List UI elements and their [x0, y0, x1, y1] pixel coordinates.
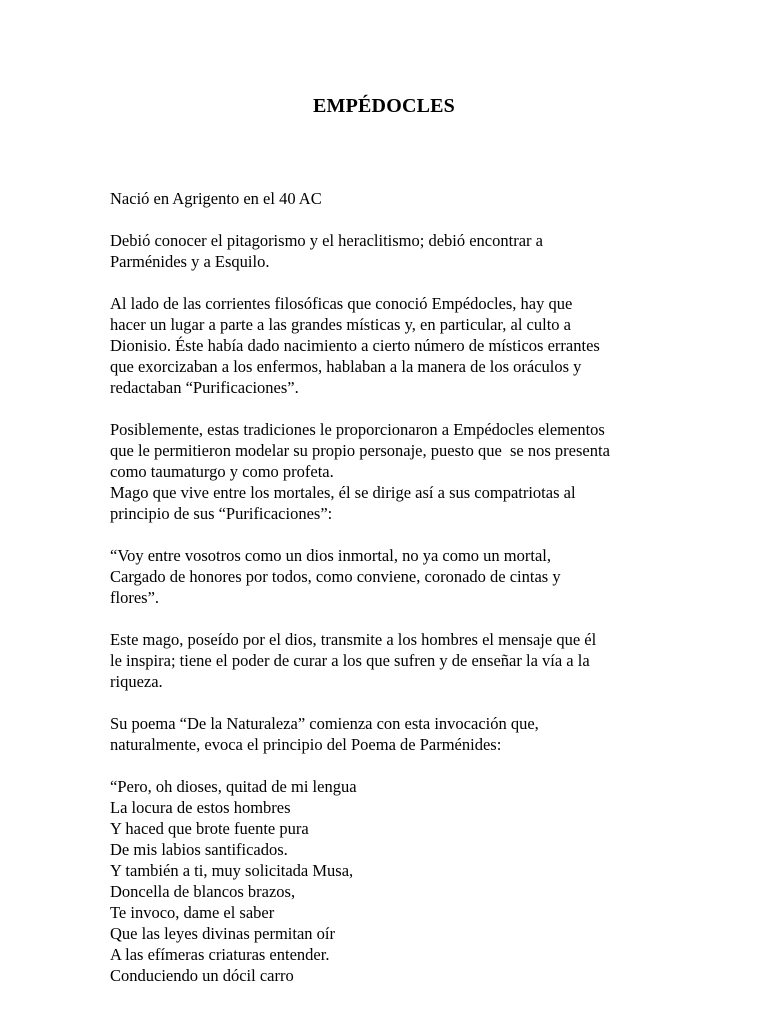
text-line: Doncella de blancos brazos, [110, 882, 296, 901]
text-line: Te invoco, dame el saber [110, 903, 275, 922]
text-line: Nació en Agrigento en el 40 AC [110, 189, 322, 208]
text-line: que exorcizaban a los enfermos, hablaban a la manera de los oráculos y [110, 357, 582, 376]
text-line: Cargado de honores por todos, como conviene, coronado de cintas y [110, 567, 561, 586]
text-line: A las efímeras criaturas entender. [110, 945, 330, 964]
paragraph [110, 545, 710, 608]
paragraph [110, 230, 710, 272]
text-line: hacer un lugar a parte a las grandes místicas y, en particular, al culto a [110, 315, 571, 334]
text-line: Que las leyes divinas permitan oír [110, 924, 335, 943]
paragraph [110, 293, 710, 398]
text-line: Dionisio. Éste había dado nacimiento a cierto número de místicos errantes [110, 336, 600, 355]
paragraph [110, 482, 710, 524]
paragraph [110, 629, 710, 692]
text-line: naturalmente, evoca el principio del Poema de Parménides: [110, 735, 502, 754]
paragraph [110, 188, 710, 209]
text-line: que le permitieron modelar su propio personaje, puesto que se nos presenta [110, 441, 610, 460]
text-line: Posiblemente, estas tradiciones le proporcionaron a Empédocles elementos [110, 420, 605, 439]
text-line: le inspira; tiene el poder de curar a los que sufren y de enseñar la vía a la [110, 651, 590, 670]
text-line: Su poema “De la Naturaleza” comienza con esta invocación que, [110, 714, 539, 733]
paragraph [110, 776, 710, 986]
paragraph [110, 419, 710, 482]
paragraph [110, 713, 710, 755]
text-line: La locura de estos hombres [110, 798, 291, 817]
text-line: Debió conocer el pitagorismo y el heraclitismo; debió encontrar a [110, 231, 543, 250]
text-line: Este mago, poseído por el dios, transmite a los hombres el mensaje que él [110, 630, 597, 649]
text-line: como taumaturgo y como profeta. [110, 462, 334, 481]
text-line: redactaban “Purificaciones”. [110, 378, 299, 397]
text-line: “Voy entre vosotros como un dios inmortal, no ya como un mortal, [110, 546, 552, 565]
text-line: Parménides y a Esquilo. [110, 252, 270, 271]
text-line: riqueza. [110, 672, 163, 691]
document-body [110, 188, 710, 1007]
text-line: Y también a ti, muy solicitada Musa, [110, 861, 354, 880]
document-title: EMPÉDOCLES [312, 95, 456, 117]
text-line: Mago que vive entre los mortales, él se dirige así a sus compatriotas al [110, 483, 576, 502]
text-line: flores”. [110, 588, 160, 607]
text-line: principio de sus “Purificaciones”: [110, 504, 333, 523]
text-line: Al lado de las corrientes filosóficas que conoció Empédocles, hay que [110, 294, 573, 313]
text-line: “Pero, oh dioses, quitad de mi lengua [110, 777, 357, 796]
text-line: De mis labios santificados. [110, 840, 288, 859]
text-line: Y haced que brote fuente pura [110, 819, 309, 838]
text-line: Conduciendo un dócil carro [110, 966, 294, 985]
